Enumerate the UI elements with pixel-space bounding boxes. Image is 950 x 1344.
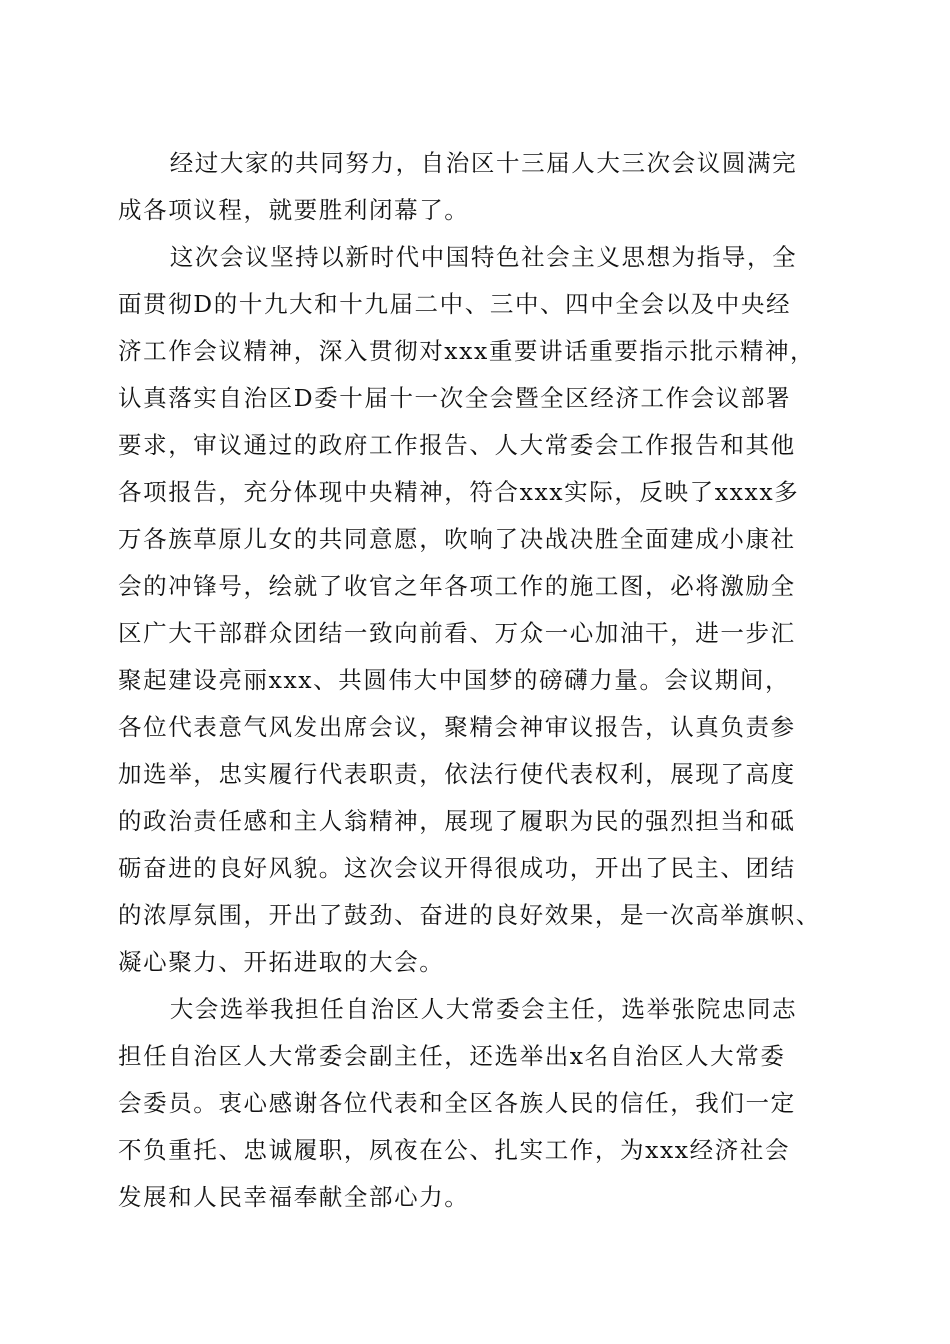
- text-line: 各位代表意气风发出席会议，聚精会神审议报告，认真负责参: [118, 713, 796, 741]
- text-line: 不负重托、忠诚履职，夙夜在公、扎实工作，为xxx经济社会: [118, 1136, 791, 1164]
- text-line: 认真落实自治区D委十届十一次全会暨全区经济工作会议部署: [118, 384, 792, 412]
- text-line: 要求，审议通过的政府工作报告、人大常委会工作报告和其他: [118, 431, 796, 459]
- text-line: 会的冲锋号，绘就了收官之年各项工作的施工图，必将激励全: [118, 572, 796, 600]
- text-line: 凝心聚力、开拓进取的大会。: [118, 948, 445, 976]
- text-line: 大会选举我担任自治区人大常委会主任，选举张院忠同志: [169, 995, 798, 1023]
- paragraph-3: [118, 986, 832, 1221]
- text-line: 面贯彻D的十九大和十九届二中、三中、四中全会以及中央经: [118, 290, 792, 318]
- text-line: 成各项议程，就要胜利闭幕了。: [118, 196, 470, 224]
- text-line: 发展和人民幸福奉献全部心力。: [118, 1183, 470, 1211]
- text-line: 聚起建设亮丽xxx、共圆伟大中国梦的磅礴力量。会议期间，: [118, 666, 791, 694]
- text-line: 会委员。衷心感谢各位代表和全区各族人民的信任，我们一定: [118, 1089, 796, 1117]
- text-line: 经过大家的共同努力，自治区十三届人大三次会议圆满完: [169, 149, 798, 177]
- text-line: 担任自治区人大常委会副主任，还选举出x名自治区人大常委: [118, 1042, 786, 1070]
- text-line: 济工作会议精神，深入贯彻对xxx重要讲话重要指示批示精神，: [118, 337, 816, 365]
- text-line: 这次会议坚持以新时代中国特色社会主义思想为指导，全: [169, 243, 798, 271]
- paragraph-2: [118, 234, 832, 986]
- text-line: 砺奋进的良好风貌。这次会议开得很成功，开出了民主、团结: [118, 854, 796, 882]
- document-body: [118, 140, 832, 1221]
- text-line: 区广大干部群众团结一致向前看、万众一心加油干，进一步汇: [118, 619, 796, 647]
- paragraph-1: [118, 140, 832, 234]
- text-line: 万各族草原儿女的共同意愿，吹响了决战决胜全面建成小康社: [118, 525, 796, 553]
- text-line: 各项报告，充分体现中央精神，符合xxx实际，反映了xxxx多: [118, 478, 800, 506]
- text-line: 的浓厚氛围，开出了鼓劲、奋进的良好效果，是一次高举旗帜、: [118, 901, 821, 929]
- text-line: 加选举，忠实履行代表职责，依法行使代表权利，展现了高度: [118, 760, 796, 788]
- text-line: 的政治责任感和主人翁精神，展现了履职为民的强烈担当和砥: [118, 807, 796, 835]
